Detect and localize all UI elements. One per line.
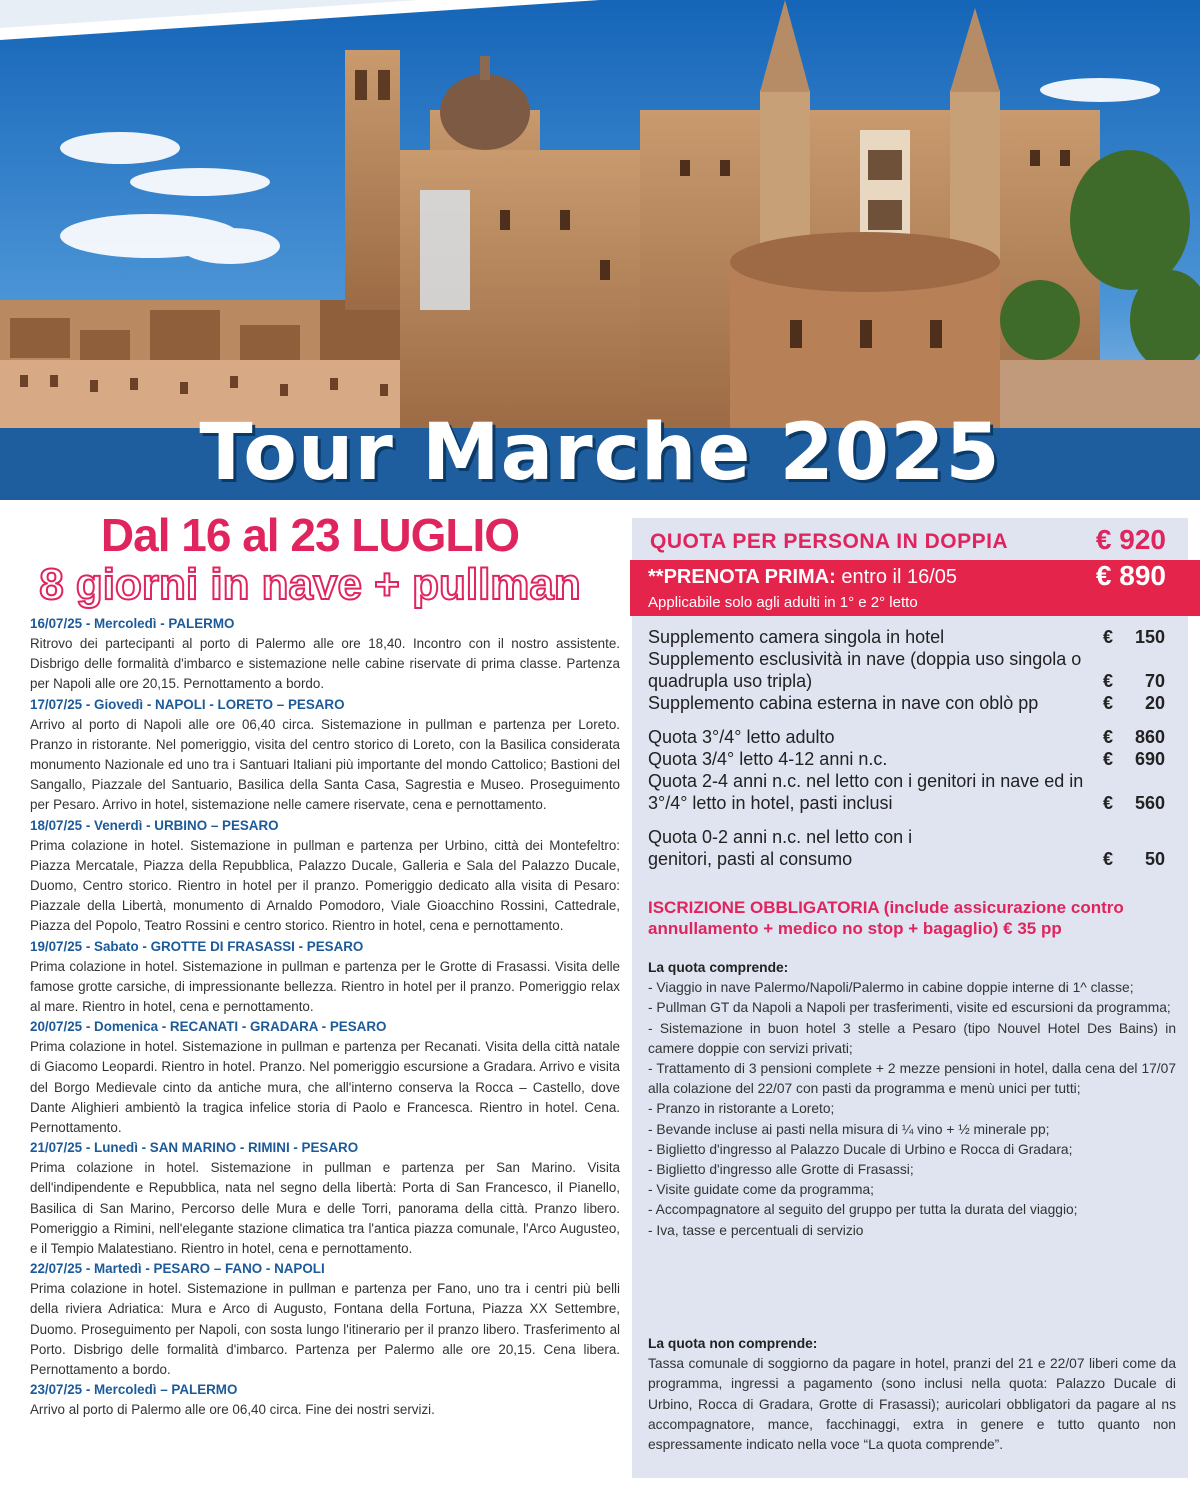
price-row	[648, 770, 1172, 814]
tour-subtitle: 8 giorni in nave + pullman	[39, 560, 581, 609]
included-item: - Iva, tasse e percentuali di servizio	[648, 1222, 864, 1238]
itinerary-day	[30, 1017, 620, 1138]
day-heading: 23/07/25 - Mercoledì – PALERMO	[30, 1382, 238, 1398]
itinerary-day	[30, 1259, 620, 1380]
currency-symbol: €	[1103, 671, 1114, 691]
mandatory-registration: ISCRIZIONE OBBLIGATORIA (include assicurazione contro annullamento + medico no stop + bagaglio) € 35 pp	[648, 898, 1124, 938]
main-price-row	[632, 522, 1188, 560]
day-heading: 20/07/25 - Domenica - RECANATI - GRADARA - PESARO	[30, 1019, 387, 1035]
currency-symbol: €	[1103, 693, 1114, 713]
included-item: - Biglietto d'ingresso al Palazzo Ducale di Urbino e Rocca di Gradara;	[648, 1141, 1073, 1157]
main-price-value: € 920	[1095, 524, 1166, 555]
included-item: - Pullman GT da Napoli a Napoli per trasferimenti, visite ed escursioni da programma;	[648, 1000, 1171, 1016]
price-amount: 50	[1144, 849, 1165, 869]
itinerary-day	[30, 937, 620, 1018]
included-item: - Trattamento di 3 pensioni complete + 2 mezze pensioni in hotel, dalla cena del 17/07 alla colazione del 22/07 con pasti da programma e menù unici per tutti;	[648, 1061, 1176, 1097]
day-description: Ritrovo dei partecipanti al porto di Palermo alle ore 18,40. Incontro con il nostro assistente. Disbrigo delle formalità d'imbarco e sistemazione nelle cabine riservate di prima classe. Partenza per Napoli alle ore 20,15. Pernottamento a bordo.	[30, 636, 620, 692]
price-amount: 150	[1134, 627, 1165, 647]
itinerary-day	[30, 695, 620, 816]
day-heading: 18/07/25 - Venerdì - URBINO – PESARO	[30, 817, 279, 833]
price-description: Quota 0-2 anni n.c. nel letto con i genitori, pasti al consumo	[648, 827, 913, 869]
day-description: Arrivo al porto di Palermo alle ore 06,40 circa. Fine dei nostri servizi.	[30, 1402, 435, 1418]
price-row	[648, 748, 1172, 770]
price-amount: 860	[1134, 727, 1165, 747]
included-item: - Viaggio in nave Palermo/Napoli/Palermo in cabine doppie interne di 1^ classe;	[648, 980, 1134, 996]
tour-dates: Dal 16 al 23 LUGLIO	[100, 509, 520, 561]
price-list	[648, 626, 1172, 870]
included-item: - Visite guidate come da programma;	[648, 1182, 874, 1198]
price-row	[648, 648, 1172, 692]
day-description: Prima colazione in hotel. Sistemazione in pullman e partenza per Recanati. Visita della città natale di Giacomo Leopardi. Rientro in hotel. Pranzo. Nel pomeriggio escursione a Gradara. Arrivo e visita del Borgo Medievale cinto da antiche mura, che all'interno conserva la Rocca – Castello, dove Dante Alighieri ambientò la tragica infelice storia di Paolo e Francesca. Rientro in hotel. Cena. Pernottamento.	[30, 1039, 620, 1136]
price-amount: 20	[1144, 693, 1165, 713]
main-price-label: QUOTA PER PERSONA IN DOPPIA	[650, 530, 1009, 553]
excluded-title: La quota non comprende:	[648, 1336, 818, 1351]
price-amount: 690	[1134, 749, 1165, 769]
page-title: Tour Marche 2025	[199, 408, 1001, 498]
day-description: Prima colazione in hotel. Sistemazione in pullman e partenza per San Marino. Visita dell'indipendente e Repubblica, nata nel segno della libertà: Porta di San Francesco, il Pianello, Basilica di San Marino, Percorso delle Mura e delle Torri, panorama della città. Pranzo libero. Pomeriggio a Rimini, nell'elegante stazione climatica tra l'antica piazza comunale, l'Arco Augusteo, e il Tempio Malatestiano. Rientro in hotel, cena e pernottamento.	[30, 1160, 620, 1257]
price-description: Quota 2-4 anni n.c. nel letto con i genitori in nave ed in 3°/4° letto in hotel, pasti inclusi	[648, 771, 1084, 813]
promo-label	[648, 566, 957, 589]
included-item: - Accompagnatore al seguito del gruppo per tutta la durata del viaggio;	[648, 1202, 1078, 1218]
day-heading: 21/07/25 - Lunedì - SAN MARINO - RIMINI - PESARO	[30, 1140, 359, 1156]
currency-symbol: €	[1103, 727, 1114, 747]
promo-title: **PRENOTA PRIMA:	[648, 566, 836, 588]
excluded-text: Tassa comunale di soggiorno da pagare in hotel, pranzi del 21 e 22/07 liberi come da programma, ingressi a pagamento (sono inclusi nella quota: Palazzo Ducale di Urbino, Rocca di Gradara, Grotte di Frasassi); auricolari obbligatori da pagare al ns accompagnatore, mance, facchinaggi, extra in genere e tutto quanto non espressamente indicato nella voce “La quota comprende”.	[648, 1356, 1176, 1453]
price-description: Supplemento camera singola in hotel	[648, 627, 945, 647]
included-list	[648, 958, 1176, 1241]
day-heading: 22/07/25 - Martedì - PESARO – FANO - NAPOLI	[30, 1261, 325, 1277]
included-item: - Sistemazione in buon hotel 3 stelle a Pesaro (tipo Nouvel Hotel Des Bains) in camere doppie con servizi privati;	[648, 1020, 1176, 1056]
price-description: Quota 3°/4° letto adulto	[648, 727, 835, 747]
included-item: - Biglietto d'ingresso alle Grotte di Frasassi;	[648, 1162, 914, 1178]
promo-deadline: entro il 16/05	[835, 566, 957, 588]
included-item: - Bevande incluse ai pasti nella misura di ¼ vino + ½ minerale pp;	[648, 1121, 1050, 1137]
price-amount: 70	[1144, 671, 1165, 691]
price-row	[648, 626, 1172, 648]
currency-symbol: €	[1103, 749, 1114, 769]
day-heading: 17/07/25 - Giovedì - NAPOLI - LORETO – PESARO	[30, 696, 345, 712]
included-item: - Pranzo in ristorante a Loreto;	[648, 1101, 835, 1117]
itinerary-day	[30, 614, 620, 695]
currency-symbol: €	[1103, 849, 1114, 869]
promo-note: Applicabile solo agli adulti in 1° e 2° letto	[648, 594, 918, 611]
currency-symbol: €	[1103, 627, 1114, 647]
itinerary	[30, 614, 620, 1421]
price-row	[648, 692, 1172, 714]
price-description: Quota 3/4° letto 4-12 anni n.c.	[648, 749, 888, 769]
day-description: Prima colazione in hotel. Sistemazione in pullman e partenza per Fano, uno tra i centri più belli della riviera Adriatica: Mura e Arco di Augusto, Fontana della Fortuna, Piazza XX Settembre, Duomo. Proseguimento per Napoli, con sosta lungo l'itinerario per il pranzo libero. Trasferimento al Porto. Disbrigo delle formalità d'imbarco. Partenza per Palermo alle ore 20,15. Cena libera. Pernottamento a bordo.	[30, 1281, 620, 1378]
day-description: Prima colazione in hotel. Sistemazione in pullman e partenza per le Grotte di Frasassi. Visita delle famose grotte carsiche, di impressionante bellezza. Rientro in hotel per il pranzo. Pomeriggio relax al mare. Rientro in hotel, cena e pernottamento.	[30, 958, 620, 1015]
early-booking-banner	[630, 560, 1200, 616]
day-description: Arrivo al porto di Napoli alle ore 06,40 circa. Sistemazione in pullman e partenza per Loreto. Pranzo in ristorante. Nel pomeriggio, visita del centro storico di Loreto, con la Basilica considerata monumento Nazionale ed uno tra i Santuari Italiani più importante del mondo Cattolico; Bastioni del Sangallo, Piazzale del Santuario, Basilica della Santa Casa, Sagrestia e Museo. Proseguimento per Pesaro. Arrivo in hotel, sistemazione nelle camere riservate, cena e pernottamento.	[30, 716, 620, 813]
itinerary-day	[30, 816, 620, 937]
excluded-section	[648, 1334, 1176, 1455]
itinerary-day	[30, 1380, 620, 1420]
hero-image	[0, 0, 1200, 500]
price-row	[648, 726, 1172, 748]
day-heading: 16/07/25 - Mercoledì - PALERMO	[30, 616, 235, 631]
day-heading: 19/07/25 - Sabato - GROTTE DI FRASASSI - PESARO	[30, 938, 364, 954]
price-description: Supplemento cabina esterna in nave con oblò pp	[648, 693, 1039, 713]
promo-price: € 890	[1095, 560, 1166, 591]
price-row	[648, 826, 1172, 870]
day-description: Prima colazione in hotel. Sistemazione in pullman e partenza per Urbino, città dei Montefeltro: Piazza Mercatale, Piazza della Repubblica, Palazzo Ducale, Galleria e Sala del Palazzo Ducale, Duomo, Centro storico. Rientro in hotel per il pranzo. Pomeriggio dedicato alla visita di Pesaro: Piazzale della Libertà, monumento di Arnaldo Pomodoro, Viale Gioacchino Rossini, Cattedrale, Piazza del Popolo, Teatro Rossini e centro storico. Rientro in hotel, cena e pernottamento.	[30, 837, 620, 934]
price-description: Supplemento esclusività in nave (doppia uso singola o quadrupla uso tripla)	[648, 649, 1082, 691]
itinerary-day	[30, 1138, 620, 1259]
included-title: La quota comprende:	[648, 960, 789, 975]
price-amount: 560	[1134, 793, 1165, 813]
currency-symbol: €	[1103, 793, 1114, 813]
